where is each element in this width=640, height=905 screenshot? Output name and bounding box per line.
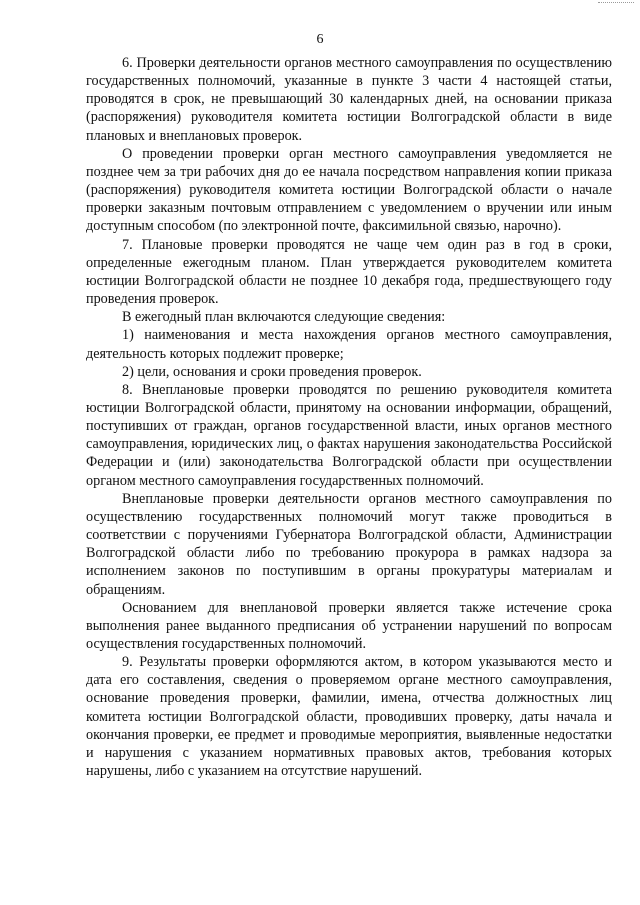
page-number: 6 — [316, 32, 324, 47]
paragraph-item-6: 6. Проверки деятельности органов местного самоуправления по осуществлению государственных полномочий, указанные в пункте 3 части 4 настоящей статьи, проводятся в срок, не превышающий 30 календарных дней, на основании приказа (распоряжения) руководителя комитета юстиции Волгоградской области в виде плановых и внеплановых проверок. — [86, 55, 612, 144]
paragraph-item-7: 7. Плановые проверки проводятся не чаще чем один раз в год в сроки, определенные ежегодным планом. План утверждается руководителем комитета юстиции Волгоградской области не позднее 10 декабря года, предшествующего году проведения проверок. — [86, 236, 612, 308]
paragraph-unscheduled-orders: Внеплановые проверки деятельности органов местного самоуправления по осуществлению государственных полномочий могут также проводиться в соответствии с поручениями Губернатора Волгоградской области, Администрации Волгоградской области либо по требованию прокурора в рамках надзора за исполнением законов по поступившим в органы прокуратуры материалам и обращениям. — [86, 490, 612, 598]
paragraph-item-9: 9. Результаты проверки оформляются актом, в котором указываются место и дата его составления, сведения о проверяемом органе местного самоуправления, основание проведения проверки, фамилии, имена, отчества должностных лиц комитета юстиции Волгоградской области, проводивших проверку, даты начала и окончания проверки, ее предмет и проводимые мероприятия, выявленные недостатки и нарушения с указанием нормативных правовых актов, требования которых нарушены, либо с указанием на отсутствие нарушений. — [86, 654, 612, 780]
paragraph-notification: О проведении проверки орган местного самоуправления уведомляется не позднее чем за три рабочих дня до ее начала посредством направления копии приказа (распоряжения) руководителя комитета юстиции Волгоградской области о начале проверки заказным почтовым отправлением с уведомлением о вручении или иным доступным способом (по электронной почте, факсимильной связью, нарочно). — [86, 145, 612, 235]
scan-corner-mark — [598, 2, 634, 6]
paragraph-item-8: 8. Внеплановые проверки проводятся по решению руководителя комитета юстиции Волгоградской области, принятому на основании информации, обращений, поступивших от граждан, органов государственной власти, иных органов местного самоуправления, юридических лиц, о фактах нарушения законодательства Российской Федерации и (или) законодательства Волгоградской области при осуществлении органом местного самоуправления государственных полномочий. — [86, 381, 612, 489]
paragraph-plan-item-2: 2) цели, основания и сроки проведения проверок. — [122, 363, 422, 380]
paragraph-plan-contents: В ежегодный план включаются следующие сведения: — [122, 309, 446, 326]
document-body — [86, 54, 612, 780]
paragraph-unscheduled-basis: Основанием для внеплановой проверки является также истечение срока выполнения ранее выданного предписания об устранении нарушений по вопросам осуществления государственных полномочий. — [86, 599, 612, 652]
paragraph-plan-item-1: 1) наименования и места нахождения органов местного самоуправления, деятельность которых подлежит проверке; — [86, 327, 612, 362]
